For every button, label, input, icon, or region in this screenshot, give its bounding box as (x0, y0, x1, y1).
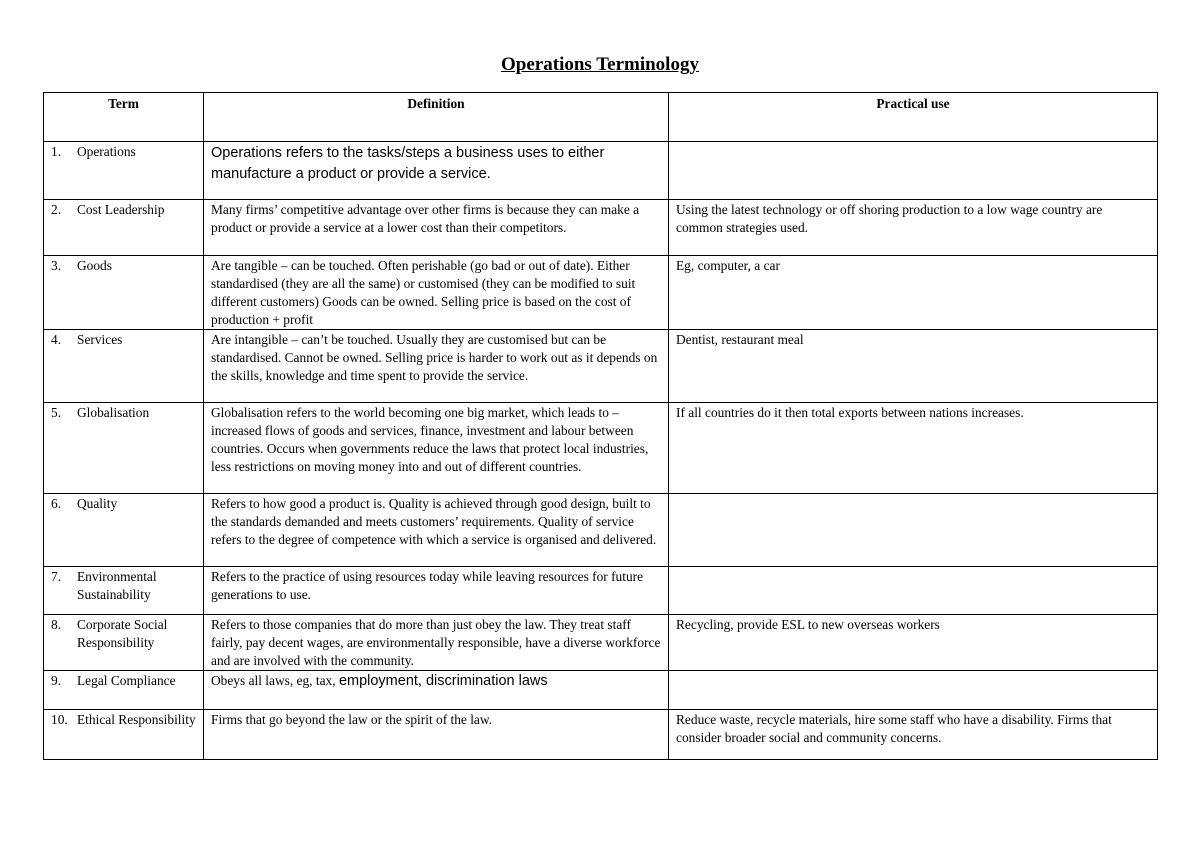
term-cell (44, 200, 204, 256)
table-row (44, 256, 1158, 330)
definition-cell: Refers to the practice of using resources today while leaving resources for future generations to use. (204, 567, 669, 615)
term-number: 10. (51, 712, 68, 727)
term-cell (44, 494, 204, 567)
table-row (44, 330, 1158, 403)
practical-use-cell (669, 671, 1158, 710)
term-cell (44, 256, 204, 330)
term-name: Environmental Sustainability (77, 569, 157, 602)
definition-cell (204, 671, 669, 710)
term-cell (44, 330, 204, 403)
term-name: Quality (77, 496, 118, 511)
practical-use-cell (669, 142, 1158, 200)
term-number: 6. (51, 496, 62, 511)
table-row (44, 671, 1158, 710)
practical-use-cell: Dentist, restaurant meal (669, 330, 1158, 403)
table-row (44, 710, 1158, 760)
definition-cell: Globalisation refers to the world becoming one big market, which leads to – increased flows of goods and services, finance, investment and labour between countries. Occurs when governments reduce the laws that protect local industries, less restrictions on moving money into and out of different countries. (204, 403, 669, 494)
page-title: Operations Terminology (501, 54, 699, 75)
practical-use-cell (669, 494, 1158, 567)
term-cell (44, 671, 204, 710)
definition-cell: Are intangible – can’t be touched. Usually they are customised but can be standardised. Cannot be owned. Selling price is harder to work out as it depends on the skills, knowledge and time spent to provide the service. (204, 330, 669, 403)
definition-cell: Refers to how good a product is. Quality is achieved through good design, built to the standards demanded and meets customers’ requirements. Quality of service refers to the degree of competence with which a service is organised and delivered. (204, 494, 669, 567)
table-row (44, 403, 1158, 494)
term-name: Cost Leadership (77, 202, 165, 217)
header-definition: Definition (204, 93, 669, 142)
definition-cell: Many firms’ competitive advantage over other firms is because they can make a product or provide a service at a lower cost than their competitors. (204, 200, 669, 256)
table-row (44, 200, 1158, 256)
definition-cell: Operations refers to the tasks/steps a business uses to either manufacture a product or provide a service. (204, 142, 669, 200)
term-number: 3. (51, 258, 62, 273)
term-cell (44, 567, 204, 615)
table-row (44, 567, 1158, 615)
definition-cell: Firms that go beyond the law or the spirit of the law. (204, 710, 669, 760)
term-name: Goods (77, 258, 112, 273)
definition-text-end: employment, discrimination laws (338, 673, 548, 689)
terminology-table (43, 92, 1158, 760)
header-term: Term (44, 93, 204, 142)
term-number: 8. (51, 617, 62, 632)
term-number: 7. (51, 569, 62, 584)
term-name: Corporate Social Responsibility (77, 617, 168, 650)
term-cell (44, 142, 204, 200)
term-cell (44, 710, 204, 760)
practical-use-cell (669, 567, 1158, 615)
table-row (44, 615, 1158, 671)
practical-use-cell: Reduce waste, recycle materials, hire some staff who have a disability. Firms that consider broader social and community concerns. (669, 710, 1158, 760)
practical-use-cell: Recycling, provide ESL to new overseas workers (669, 615, 1158, 671)
definition-text-start: Obeys all laws, eg, tax, (211, 673, 339, 688)
table-row (44, 142, 1158, 200)
term-number: 5. (51, 405, 62, 420)
definition-cell: Are tangible – can be touched. Often perishable (go bad or out of date). Either standardised (they are all the same) or customised (they can be modified to suit different customers) Goods can be owned. Selling price is based on the cost of production + profit (204, 256, 669, 330)
table-header-row (44, 93, 1158, 142)
term-name: Legal Compliance (77, 673, 176, 688)
term-number: 2. (51, 202, 62, 217)
practical-use-cell: Using the latest technology or off shoring production to a low wage country are common strategies used. (669, 200, 1158, 256)
term-name: Ethical Responsibility (77, 712, 196, 727)
term-cell (44, 403, 204, 494)
term-name: Globalisation (77, 405, 150, 420)
term-number: 9. (51, 673, 62, 688)
definition-cell: Refers to those companies that do more than just obey the law. They treat staff fairly, pay decent wages, are environmentally responsible, have a diverse workforce and are involved with the community. (204, 615, 669, 671)
table-row (44, 494, 1158, 567)
term-cell (44, 615, 204, 671)
term-name: Services (77, 332, 123, 347)
term-number: 4. (51, 332, 62, 347)
practical-use-cell: If all countries do it then total exports between nations increases. (669, 403, 1158, 494)
term-number: 1. (51, 144, 62, 159)
header-practical-use: Practical use (669, 93, 1158, 142)
practical-use-cell: Eg, computer, a car (669, 256, 1158, 330)
term-name: Operations (77, 144, 136, 159)
